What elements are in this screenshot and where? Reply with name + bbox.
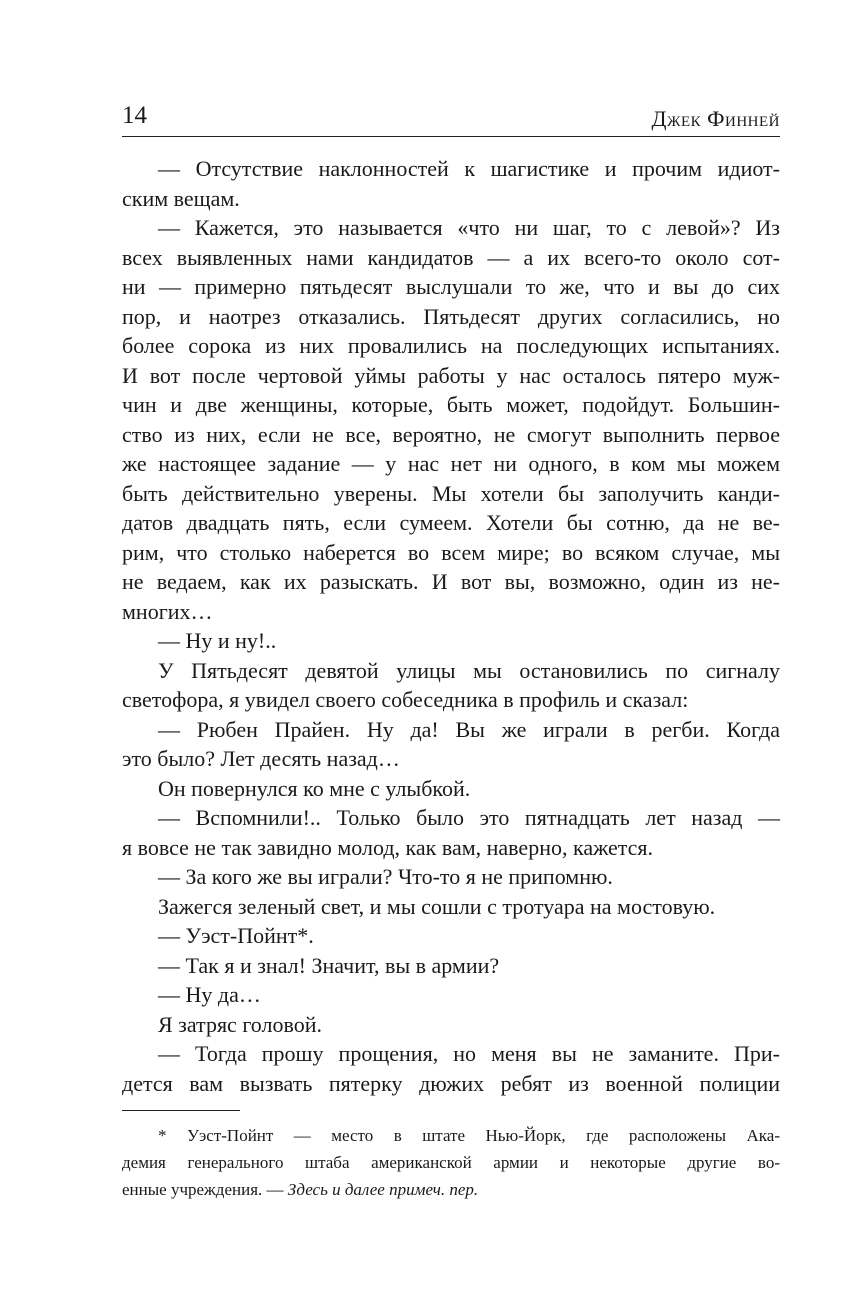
running-header [122,100,780,137]
text-line: — За кого же вы играли? Что-то я не припомню. [158,864,613,889]
text-line: рим, что столько наберется во всем мире; во всяком случае, мы [122,539,780,565]
text-line: Зажегся зеленый свет, и мы сошли с тротуара на мостовую. [158,893,716,919]
body-text [122,154,780,1098]
text-line: — Уэст-Пойнт*. [158,923,314,948]
text-line: пор, и наотрез отказались. Пятьдесят других согласились, но [122,303,780,329]
footnote-translator-note: Здесь и далее примеч. пер. [287,1180,479,1199]
text-line: И вот после чертовой уймы работы у нас осталось пятеро муж- [122,362,780,388]
footnote-line: * Уэст-Пойнт — место в штате Нью-Йорк, где расположены Ака- [158,1126,780,1145]
footnote-rule [122,1110,240,1111]
text-line: светофора, я увидел своего собеседника в профиль и сказал: [122,687,689,712]
text-line: всех выявленных нами кандидатов — а их всего-то около сот- [122,244,780,270]
text-line: дется вам вызвать пятерку дюжих ребят из военной полиции [122,1070,780,1096]
text-line: У Пятьдесят девятой улицы мы остановились по сигналу [158,657,780,683]
text-line: же настоящее задание — у нас нет ни одного, в ком мы можем [122,451,780,476]
text-line: Он повернулся ко мне с улыбкой. [158,775,471,801]
text-line: многих… [122,598,213,624]
running-head-author: Джек Финней [651,106,780,131]
text-line: ни — примерно пятьдесят выслушали то же, что и вы до сих [122,274,780,299]
footnote-line [122,1176,780,1203]
text-line: это было? Лет десять назад… [122,746,400,771]
footnote [122,1122,780,1203]
text-line: — Рюбен Прайен. Ну да! Вы же играли в регби. Когда [158,716,780,742]
text-line: ским вещам. [122,185,240,211]
text-line: я вовсе не так завидно молод, как вам, наверно, кажется. [122,834,654,860]
text-line: — Так я и знал! Значит, вы в армии? [158,952,500,978]
text-line: Я затряс головой. [158,1011,323,1037]
text-line: не ведаем, как их разыскать. И вот вы, возможно, один из не- [122,569,780,594]
footnote-text: енные учреждения. — [122,1180,288,1199]
text-line: датов двадцать пять, если сумеем. Хотели бы сотню, да не ве- [122,510,780,535]
text-line: — Ну да… [158,982,261,1007]
text-line: — Кажется, это называется «что ни шаг, то с левой»? Из [158,215,780,240]
footnote-line: демия генерального штаба американской армии и некоторые другие во- [122,1153,780,1172]
text-line: чин и две женщины, которые, быть может, подойдут. Большин- [122,392,780,417]
text-line: быть действительно уверены. Мы хотели бы заполучить канди- [122,480,780,506]
text-line: ство из них, если не все, вероятно, не смогут выполнить первое [122,421,780,447]
text-line: — Ну и ну!.. [158,628,277,653]
page-number: 14 [122,102,147,129]
text-line: более сорока из них провалились на последующих испытаниях. [122,333,780,358]
text-line: — Тогда прошу прощения, но меня вы не заманите. При- [158,1041,780,1066]
text-line: — Вспомнили!.. Только было это пятнадцать лет назад — [158,805,780,830]
text-line: — Отсутствие наклонностей к шагистике и прочим идиот- [158,156,780,181]
